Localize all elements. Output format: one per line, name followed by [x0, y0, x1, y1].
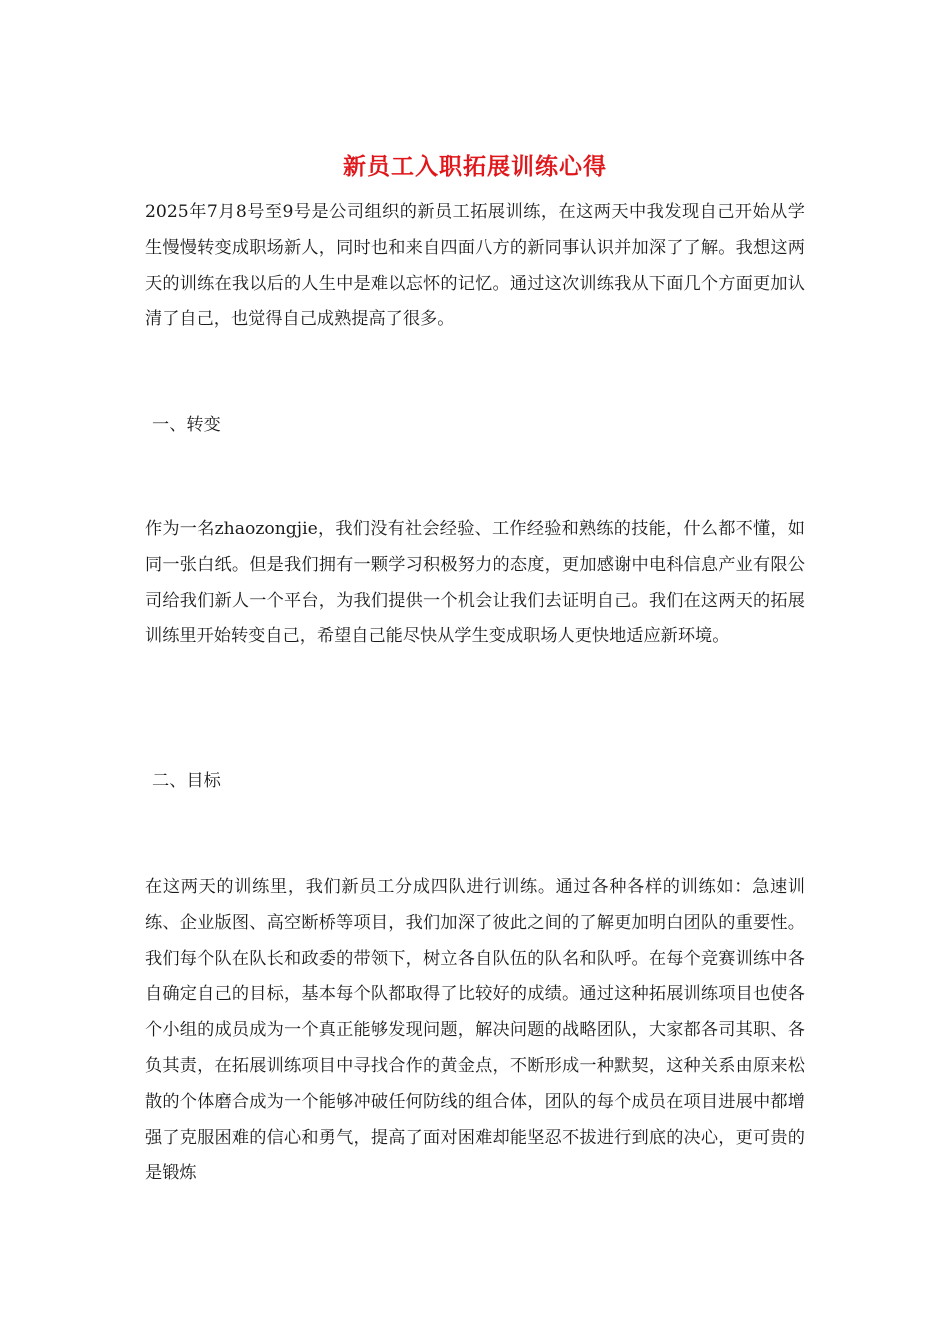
transformation-paragraph: 作为一名zhaozongjie，我们没有社会经验、工作经验和熟练的技能，什么都不懂，如同一张白纸。但是我们拥有一颗学习积极努力的态度，更加感谢中电科信息产业有限公司给我们新人一个平台，为我们提供一个机会让我们去证明自己。我们在这两天的拓展训练里开始转变自己，希望自己能尽快从学生变成职场人更快地适应新环境。 — [145, 519, 805, 647]
section-heading-transformation: 一、转变 — [152, 415, 221, 435]
intro-paragraph: 2025年7月8号至9号是公司组织的新员工拓展训练，在这两天中我发现自己开始从学生慢慢转变成职场新人，同时也和来自四面八方的新同事认识并加深了了解。我想这两天的训练在我以后的人生中是难以忘怀的记忆。通过这次训练我从下面几个方面更加认清了自己，也觉得自己成熟提高了很多。 — [145, 202, 805, 330]
document-title: 新员工入职拓展训练心得 — [343, 153, 607, 180]
section-heading-goals: 二、目标 — [152, 771, 221, 791]
goals-paragraph: 在这两天的训练里，我们新员工分成四队进行训练。通过各种各样的训练如：急速训练、企业版图、高空断桥等项目，我们加深了彼此之间的了解更加明白团队的重要性。我们每个队在队长和政委的带领下，树立各自队伍的队名和队呼。在每个竞赛训练中各自确定自己的目标，基本每个队都取得了比较好的成绩。通过这种拓展训练项目也使各个小组的成员成为一个真正能够发现问题，解决问题的战略团队，大家都各司其职、各负其责，在拓展训练项目中寻找合作的黄金点，不断形成一种默契，这种关系由原来松散的个体磨合成为一个能够冲破任何防线的组合体，团队的每个成员在项目进展中都增强了克服困难的信心和勇气，提高了面对困难却能坚忍不拔进行到底的决心，更可贵的是锻炼 — [145, 877, 805, 1184]
